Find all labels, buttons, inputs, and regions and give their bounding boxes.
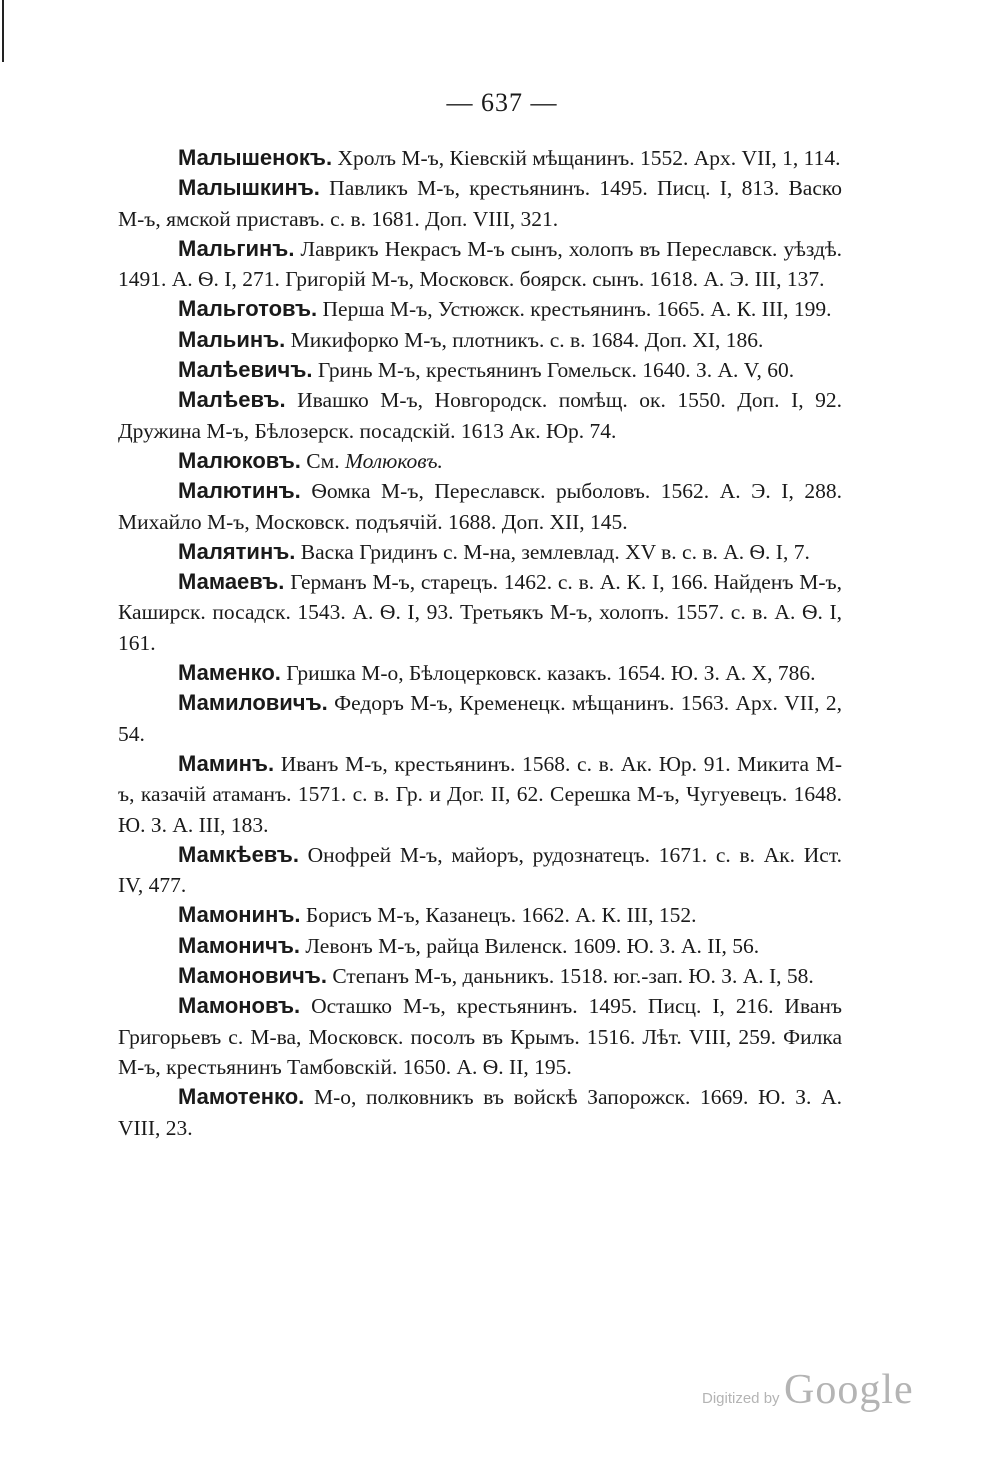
entry-headword: Малышкинъ.	[178, 175, 320, 201]
entry-headword: Малятинъ.	[178, 538, 296, 564]
entry-text: Ивашко М-ъ, Новгородск. помѣщ. ок. 1550. Доп. I, 92. Дружина М-ъ, Бѣлозерск. посадскій. 1613 Ак. Юр. 74.	[118, 388, 842, 443]
entry	[118, 840, 842, 901]
entry-text: Левонъ М-ъ, райца Виленск. 1609. Ю. З. А. II, 56.	[300, 933, 760, 958]
entry-headword: Мамотенко.	[178, 1084, 305, 1110]
entry	[118, 567, 842, 658]
entry-headword: Мальготовъ.	[178, 296, 318, 322]
entry-headword: Мамкѣевъ.	[178, 841, 299, 867]
page-number: — 637 —	[446, 88, 558, 117]
entry-headword: Мамонинъ.	[178, 902, 301, 928]
scan-edge-mark	[2, 0, 4, 62]
entry-text: Федоръ М-ъ, Кременецк. мѣщанинъ. 1563. Арх. VII, 2, 54.	[118, 691, 842, 746]
entry	[118, 143, 842, 173]
entry	[118, 900, 842, 930]
entry-text: Павликъ М-ъ, крестьянинъ. 1495. Писц. I, 813. Васко М-ъ, ямской приставъ. с. в. 1681. Доп. VIII, 321.	[118, 176, 842, 231]
entry-headword: Мальинъ.	[178, 326, 286, 352]
watermark-logo: Google	[784, 1367, 914, 1413]
entry-text: Лаврикъ Некрасъ М-ъ сынъ, холопъ въ Переславск. уѣздѣ. 1491. А. Ѳ. I, 271. Григорій М-ъ, Московск. боярск. сынъ. 1618. А. Э. III, 137.	[118, 236, 842, 292]
entry	[118, 385, 842, 446]
entry	[118, 991, 842, 1082]
entry-headword: Мамаевъ.	[178, 569, 285, 595]
entry-headword: Мамоничъ.	[178, 932, 300, 958]
entry	[118, 476, 842, 537]
entry-text: Хролъ М-ъ, Кіевскій мѣщанинъ. 1552. Арх. VII, 1, 114.	[332, 146, 841, 170]
entry	[118, 446, 842, 476]
entry-headword: Малютинъ.	[178, 478, 301, 504]
entry	[118, 1082, 842, 1143]
entry-text: Степанъ М-ъ, даньникъ. 1518. юг.-зап. Ю. З. А. I, 58.	[326, 964, 814, 989]
entry	[118, 749, 842, 840]
entry-text: Иванъ М-ъ, крестьянинъ. 1568. с. в. Ак. Юр. 91. Микита М-ъ, казачій атаманъ. 1571. с. в. Гр. и Дог. II, 62. Серешка М-ъ, Чугуевецъ. 1648. Ю. З. А. III, 183.	[118, 751, 842, 837]
entry-text: Гринь М-ъ, крестьянинъ Гомельск. 1640. З. А. V, 60.	[312, 358, 795, 383]
entry-text: См.	[300, 448, 345, 473]
entry-headword: Маминъ.	[178, 750, 275, 776]
dictionary-entries	[118, 143, 842, 1143]
entry	[118, 325, 842, 355]
entry	[118, 355, 842, 385]
entry-text: Васка Гридинъ с. М-на, землевлад. XV в. с. в. А. Ѳ. I, 7.	[295, 539, 810, 564]
entry-headword: Мамоновъ.	[178, 993, 301, 1019]
entry-headword: Малѣевъ.	[178, 387, 286, 413]
entry-headword: Мамиловичъ.	[178, 690, 328, 716]
entry-text: Осташко М-ъ, крестьянинъ. 1495. Писц. I, 216. Иванъ Григорьевъ с. М-ва, Московск. посолъ въ Крымъ. 1516. Лѣт. VIII, 259. Филка М-ъ, крестьянинъ Тамбовскій. 1650. А. Ѳ. II, 195.	[118, 994, 842, 1079]
entry-cross-reference: Молюковъ.	[344, 448, 443, 473]
watermark-prefix: Digitized by	[702, 1390, 780, 1407]
entry-text: Германъ М-ъ, старецъ. 1462. с. в. А. К. I, 166. Найденъ М-ъ, Каширск. посадск. 1543. А. Ѳ. I, 93. Третьякъ М-ъ, холопъ. 1557. с. в. А. Ѳ. I, 161.	[118, 570, 842, 655]
entry-text: Перша М-ъ, Устюжск. крестьянинъ. 1665. А. К. III, 199.	[317, 297, 832, 322]
entry-text: Микифорко М-ъ, плотникъ. с. в. 1684. Доп. XI, 186.	[285, 327, 764, 352]
digitized-watermark	[702, 1366, 914, 1414]
entry	[118, 294, 842, 324]
entry-headword: Малышенокъ.	[178, 145, 333, 170]
entry-headword: Малѣевичъ.	[178, 357, 313, 383]
entry	[118, 688, 842, 749]
entry	[118, 658, 842, 688]
entry-text: М-о, полковникъ въ войскѣ Запорожск. 1669. Ю. З. А. VIII, 23.	[118, 1085, 842, 1140]
entry-text: Борисъ М-ъ, Казанецъ. 1662. А. К. III, 152.	[300, 903, 697, 928]
entry	[118, 173, 842, 234]
entry	[118, 537, 842, 567]
entry-headword: Маменко.	[178, 660, 281, 686]
entry-text: Гришка М-о, Бѣлоцерковск. казакъ. 1654. Ю. З. А. X, 786.	[280, 661, 816, 686]
entry	[118, 234, 842, 295]
entry-headword: Малюковъ.	[178, 447, 301, 473]
entry	[118, 961, 842, 991]
entry-text: Ѳомка М-ъ, Переславск. рыболовъ. 1562. А. Э. I, 288. Михайло М-ъ, Московск. подъячій. 1688. Доп. XII, 145.	[118, 479, 842, 534]
entry-headword: Мамоновичъ.	[178, 963, 327, 989]
entry-headword: Мальгинъ.	[178, 235, 295, 261]
entry-text: Онофрей М-ъ, майоръ, рудознатецъ. 1671. с. в. Ак. Ист. IV, 477.	[118, 842, 842, 898]
entry	[118, 931, 842, 961]
